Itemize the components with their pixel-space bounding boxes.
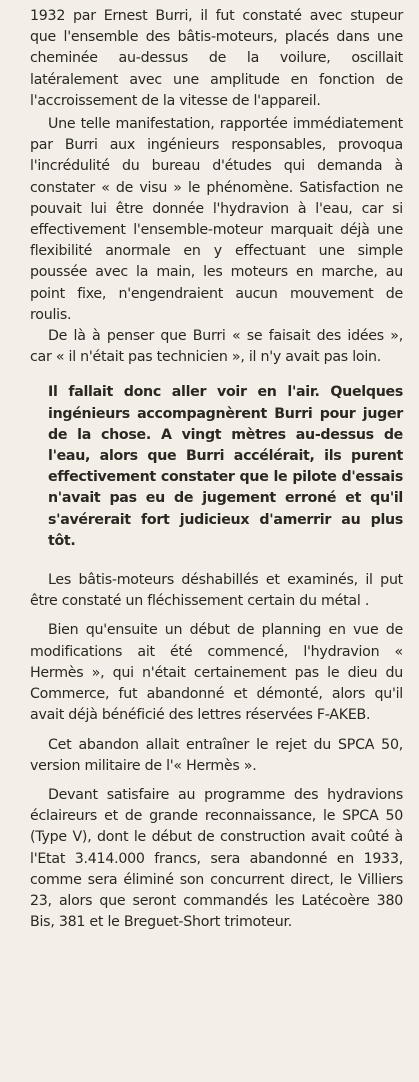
paragraph-3: De là à penser que Burri « se faisait des idées », car « il n'était pas technicien », il n'y avait pas loin. bbox=[30, 328, 403, 366]
paragraph-6: Bien qu'ensuite un début de planning en vue de modifications ait été commencé, l'hydravion « Hermès », qui n'était certainement pas le dieu du Commerce, fut abandonné et démonté, alors qu'il avait déjà bénéficié des lettres réservées F-AKEB. bbox=[30, 622, 403, 724]
paragraph-5: Les bâtis-moteurs déshabillés et examinés, il put être constaté un fléchissement certain du métal . bbox=[30, 572, 403, 610]
paragraph-2: Une telle manifestation, rapportée immédiatement par Burri aux ingénieurs responsables, provoqua l'incrédulité du bureau d'études qui demanda à constater « de visu » le phénomène. Satisfaction ne pouvait lui être donnée l'hydravion à l'eau, car si effectivement l'ensemble-moteur marquait déjà une flexibilité anormale en y effectuant une simple poussée avec la main, les moteurs en marche, au point fixe, n'engendraient aucun mouvement de roulis. bbox=[30, 116, 403, 323]
paragraph-7: Cet abandon allait entraîner le rejet du SPCA 50, version militaire de l'« Hermès ». bbox=[30, 736, 403, 774]
paragraph-8: Devant satisfaire au programme des hydravions éclaireurs et de grande reconnaissance, le SPCA 50 (Type V), dont le début de construction avait coûté à l'Etat 3.414.000 francs, sera abandonné en 1933, comme sera éliminé son concurrent direct, le Villiers 23, alors que seront commandés les Latécoère 380 Bis, 381 et le Breguet-Short trimoteur. bbox=[30, 786, 403, 931]
paragraph-1: 1932 par Ernest Burri, il fut constaté avec stupeur que l'ensemble des bâtis-moteurs, placés dans une cheminée au-dessus de la voilure, oscillait latéralement avec une amplitude en fonction de l'accroissement de la vitesse de l'appareil. bbox=[30, 8, 403, 109]
paragraph-4-bold: Il fallait donc aller voir en l'air. Quelques ingénieurs accompagnèrent Burri pour juger de la chose. A vingt mètres au-dessus de l'eau, alors que Burri accélérait, ils purent effectivement constater que le pilote d'essais n'avait pas eu de jugement erroné et qu'il s'avérerait fort judicieux d'amerrir au plus tôt. bbox=[48, 384, 403, 549]
